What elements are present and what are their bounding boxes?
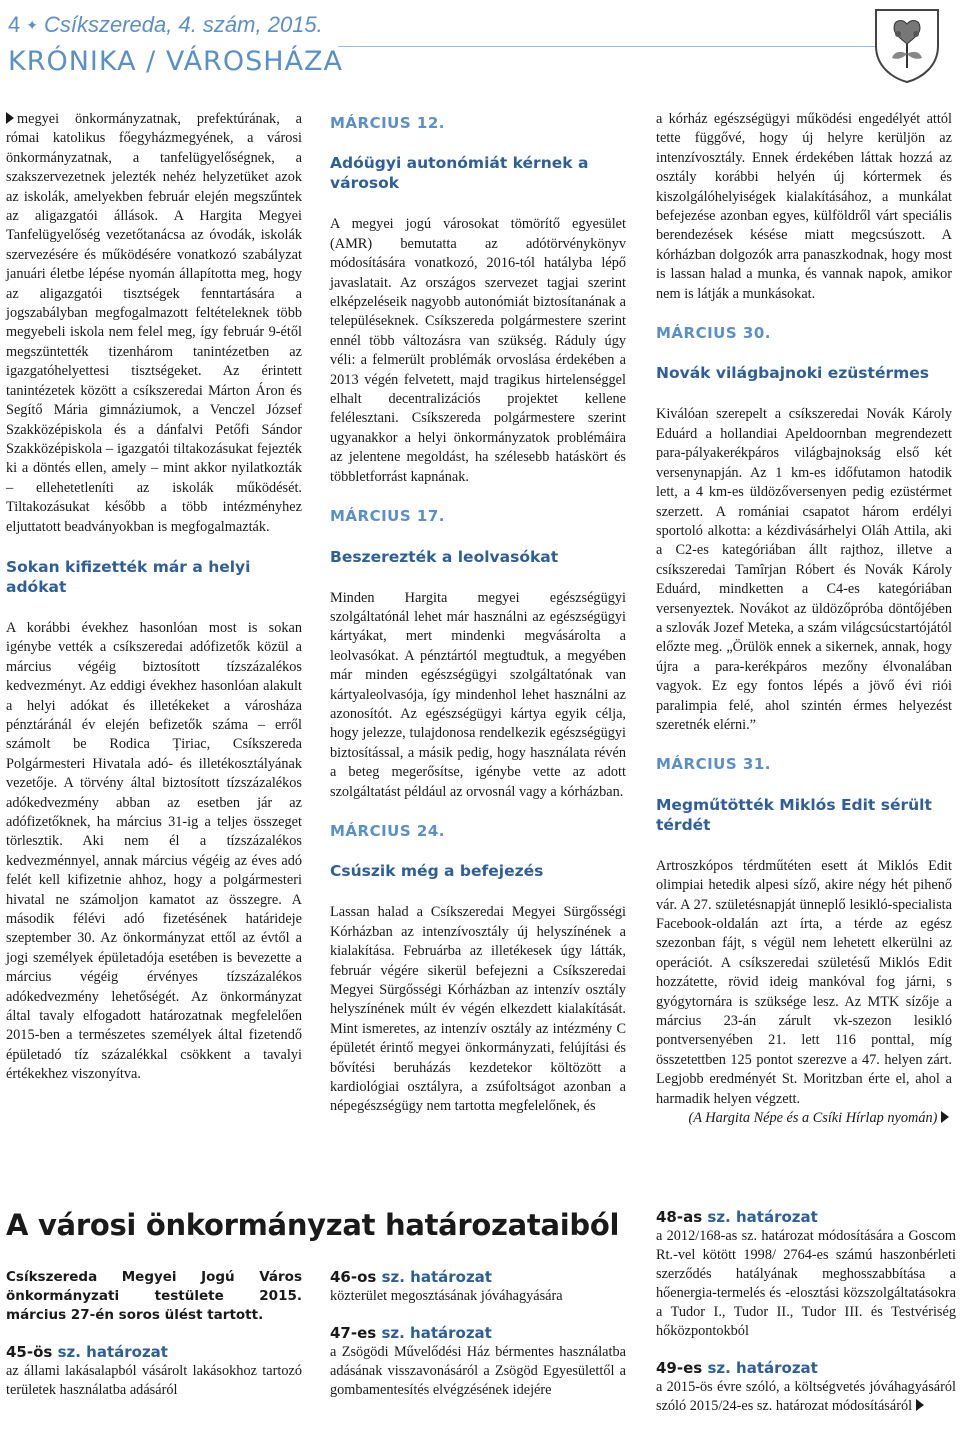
article-text-taxes: A korábbi évekhez hasonlóan most is sokan igénybe vették a csíkszeredai adófizetők közül a március végéig biztosított tízszázalékos kedvezményt. Az eddigi évekhez hasonlóan alakult a helyi adókat és illetékeket a városháza pénztáránál év elején befizetők száma – erről számolt be Rodica Țiriac, Csíkszereda Polgármesteri Hivatala adó- és illetékosztályának vezetője. A törvény által biztosított tízszázalékos adókedvezmény abban az esetben jár az adófizetőknek, ha március 31-ig a teljes összeget törlesztik. Aki nem él a tízszázalékos kedvezménnyel, annak március végéig az éves adó felét kell kifizetnie ahhoz, hogy a polgármesteri hivatal ne számoljon kamatot az összegre. A második félévi adó fizetésének határideje szeptember 30. Az önkormányzat ettől az évtől a jogi személyek épületadója esetében is bevezette a március végéig érvényes tízszázalékos adókedvezmény lehetőségét. Az önkormányzat által tavaly elfogadott határozatnak megfelelően 2015-ben a természetes személyek által fizetendő épületadó tíz százalékkal csökkent a tavalyi értékekhez viszonyítva. <box>6 619 302 1083</box>
decisions-title: A városi önkormányzat határozataiból <box>6 1208 620 1242</box>
page-info <box>8 12 323 38</box>
decision-heading <box>656 1208 956 1227</box>
date-heading: MÁRCIUS 31. <box>656 755 771 774</box>
decision-label: sz. határozat <box>381 1268 492 1286</box>
article-text: megyei önkormányzatnak, prefektúrának, a római katolikus főegyházmegyének, a városi önkormányzatnak, a tanfelügyelőségnek, a szakszervezetnek jelezték nehéz helyzetüket azok az iskolák, amelyekben február elején megszűntek az aligazgatói állások. A Hargita Megyei Tanfelügyelőség vezetőtanácsa az óvodák, iskolák szervezésére és működésére vonatkozó szabályzat januári életbe lépése nyomán állapította meg, hogy az aligazgatói tisztségek fenntartására a jogszabályban megfogalmazott feltételeknek több megyebeli iskola nem felel meg, így február 9-étől megszüntették tizenhárom tanintézetben az igazgatóhelyettesi tisztségeket. Az érintett tanintézetek között a csíkszeredai Márton Áron és Segítő Mária gimnáziumok, a Venczel József Szakközépiskola és a dánfalvi Petőfi Sándor Szakközépiskola – igazgatói tiltakozásukat fejezték ki a döntés ellen, amely – mint akkor nyilatkozták – ellehetetleníti az iskolák működését. Tiltakozásukat később a több intézményhez eljuttatott beadványokban is megfogalmazták. <box>6 111 302 535</box>
headline-taxes: Sokan kifizették már a helyi adókat <box>6 557 251 596</box>
date-heading: MÁRCIUS 24. <box>330 821 445 840</box>
city-crest-icon <box>872 6 942 84</box>
date-heading: MÁRCIUS 30. <box>656 324 771 343</box>
headline-autonomy: Adóügyi autonómiát kérnek a városok <box>330 154 589 193</box>
article-text-autonomy: A megyei jogú városokat tömörítő egyesület (AMR) bemutatta az adótörvénykönyv módosítására vonatkozó, 2016-tól hatályba lépő javaslatait. Az országos szervezet tagjai szerint elképzeléseik nagyobb autonómiát biztosítanának a településeknek. Csíkszereda polgármestere szerint ennél több változásra van szükség. Ráduly úgy véli: a felmerült problémák orvoslása érdekében a 2013 végén felvetett, majd tragikus hirtelenséggel elhalt decentralizációs projektet kellene felélesztani. Csíkszereda polgármestere szerint ugyanakkor a helyi önkormányzatok problémáira az jelentene megoldást, ha szélesebb hatáskört és többletforrást kapnának. <box>330 216 626 485</box>
decision-text: közterület megosztásának jóváhagyására <box>330 1288 563 1304</box>
date-heading: MÁRCIUS 17. <box>330 507 445 526</box>
decision-heading <box>330 1324 626 1343</box>
decisions-column-3 <box>656 1208 956 1416</box>
source-text: (A Hargita Népe és a Csíki Hírlap nyomán) <box>688 1110 938 1127</box>
decision-number: 49-es <box>656 1359 703 1377</box>
article-continuation <box>6 110 302 537</box>
decision-text-content: a 2015-ös évre szóló, a költségvetés jóváhagyásáról szóló 2015/24-es sz. határozat módosításáról <box>656 1379 956 1414</box>
column-1 <box>6 110 302 1085</box>
article-text-readers: Minden Hargita megyei egészségügyi szolgáltatónál lehet már használni az egészségügyi kártyákat, mert mindenki megvásárolta a leolvasókat. A pénztártól megtudtuk, a megyében már minden egészségügyi szolgáltatónak van kártyaleolvasója, így mindenhol lehet használni az azonosítót. Az egészségügyi kártya egyik célja, hogy jelezze, tulajdonosa rendelkezik egészségügyi biztosítással, a másik pedig, hogy használata révén a beteg megerősítse, igénybe vette az adott szolgáltatást például az orvosnál vagy a kórházban. <box>330 589 626 800</box>
decisions-column-1 <box>6 1268 302 1400</box>
end-arrow-icon <box>941 1111 949 1123</box>
decision-number: 45-ös <box>6 1343 53 1361</box>
column-2 <box>330 114 626 1117</box>
column-3 <box>656 110 952 1128</box>
decision-heading <box>656 1359 956 1378</box>
decision-text: a Zsögödi Művelődési Ház bérmentes használatba adásának visszavonásáról a Zsögöd Egyesülettől a gombamentesítés elvégzésének idejére <box>330 1344 626 1398</box>
decision-number: 48-as <box>656 1208 703 1226</box>
article-text-hospital: a kórház egészségügyi működési engedélyét attól tette függővé, hogy új helyre kerüljön az intenzívosztály. Ennek érdekében láttak hozzá az osztály korábbi helyén új kórtermek és kiszolgálóhelyiségek kialakításához, a munkálat befejezése azonban egyes, külföldről várt speciális berendezések késése miatt megcsúszott. A kórházban dolgozók arra panaszkodnak, hogy most is lassan halad a munka, és vannak napok, amikor nem is látják a munkásokat. <box>656 111 952 302</box>
date-heading: MÁRCIUS 12. <box>330 114 445 132</box>
decisions-column-2 <box>330 1268 626 1400</box>
decision-number: 47-es <box>330 1324 377 1342</box>
decision-text: a 2012/168-as sz. határozat módosítására a Goscom Rt.-vel kötött 1998/ 2764-es számú haszonbérleti szerződés hatályának meghosszabbítása a hőenergia-termelés és -elosztási közszolgáltatásokra a Tudor I., Tudor II., Tudor III. és Testvériség hőközpontokból <box>656 1228 956 1339</box>
diamond-icon: ✦ <box>26 17 38 33</box>
decision-label: sz. határozat <box>707 1359 818 1377</box>
headline-delay: Csúszik még a befejezés <box>330 862 544 881</box>
decision-heading <box>6 1343 302 1362</box>
decision-heading <box>330 1268 626 1287</box>
decision-text: az állami lakásalapból vásárolt lakásokhoz tartozó területek használatba adásáról <box>6 1363 302 1398</box>
continuation-arrow-icon <box>6 112 14 124</box>
end-arrow-icon <box>916 1399 924 1411</box>
decisions-intro: Csíkszereda Megyei Jogú Város önkormányzati testülete 2015. március 27-én soros ülést tartott. <box>6 1269 302 1323</box>
section-title: KRÓNIKA / VÁROSHÁZA <box>8 46 343 77</box>
article-text-miklos: Artroszkópos térdműtéten esett át Miklós Edit olimpiai hetedik alpesi síző, akire négy hét pihenő vár. A 27. születésnapját ünneplő lesikló-specialista Facebook-oldalán azt írta, a térde az egész szezonban fájt, s végül nem lehetett elkerülni az operációt. A csíkszeredai születésű Miklós Edit hozzátette, rövid ideig mankóval fog járni, s gyógytornára is szüksége lesz. Az MTK sízője a március 23-án zárult vk-szezon lesikló pontversenyében 21. lett 116 ponttal, míg összetettben 125 pontot szerezve a 47. helyen zárt. Legjobb eredményét St. Moritzban érte el, ahol a harmadik helyen végzett. <box>656 857 952 1107</box>
decision-label: sz. határozat <box>707 1208 818 1226</box>
article-source <box>656 1109 952 1128</box>
decision-text <box>656 1378 956 1416</box>
page-header <box>8 6 952 86</box>
issue-info: Csíkszereda, 4. szám, 2015. <box>43 12 323 37</box>
header-rule <box>338 46 878 47</box>
decision-label: sz. határozat <box>381 1324 492 1342</box>
decision-label: sz. határozat <box>57 1343 168 1361</box>
article-text-delay: Lassan halad a Csíkszeredai Megyei Sürgősségi Kórházban az intenzívosztály új helyszínének a kialakítása. Februárba az illetékesek úgy látták, február végére sikerül befejezni a Csíkszeredai Megyei Sürgősségi Kórházban az intenzív osztály helyszínének múlt év végén elkezdett kialakítását. Mint ismeretes, az intenzív osztály az intézmény C épületét érintő megyei önkormányzati, felújítási és bővítési beruházás kezdetekor költözött a kardiológiai osztályra, a zsúfoltságot azonban a népegészségügy nem tartotta megfelelőnek, és <box>330 904 626 1115</box>
headline-readers: Beszerezték a leolvasókat <box>330 547 559 566</box>
headline-novak: Novák világbajnoki ezüstérmes <box>656 364 929 383</box>
decision-number: 46-os <box>330 1268 377 1286</box>
page-number: 4 <box>8 12 21 37</box>
headline-miklos: Megműtötték Miklós Edit sérült térdét <box>656 795 932 834</box>
article-text-novak: Kiválóan szerepelt a csíkszeredai Novák Károly Eduárd a hollandiai Apeldoornban megrendezett para-pályakerékpáros világbajnokság első két versenynapján. Az 1 km-es időfutamon hatodik lett, a 4 km-es üldözőversenyen pedig ezüstérmet szerzett. A romániai csapatot három erdélyi sportoló alkotta: a kézdivásárhelyi Oláh Attila, aki a C2-es kategóriában állt rajthoz, illetve a csíkszeredai Tamîrjan Róbert és Novák Károly Eduárd, mindketten a C4-es kategóriában versenyeztek. Novákot az üldözőpróba döntőjében a szlovák Jozef Meteka, a szám világcsúcstartójától előzte meg. „Örülök ennek a sikernek, annak, hogy újra a para-kerékpáros mezőny élvonalában vagyok. Ez egy fontos lépés a jövő évi riói paralimpia felé, ahol szintén érmes helyezést szeretnék elérni.” <box>656 406 952 733</box>
